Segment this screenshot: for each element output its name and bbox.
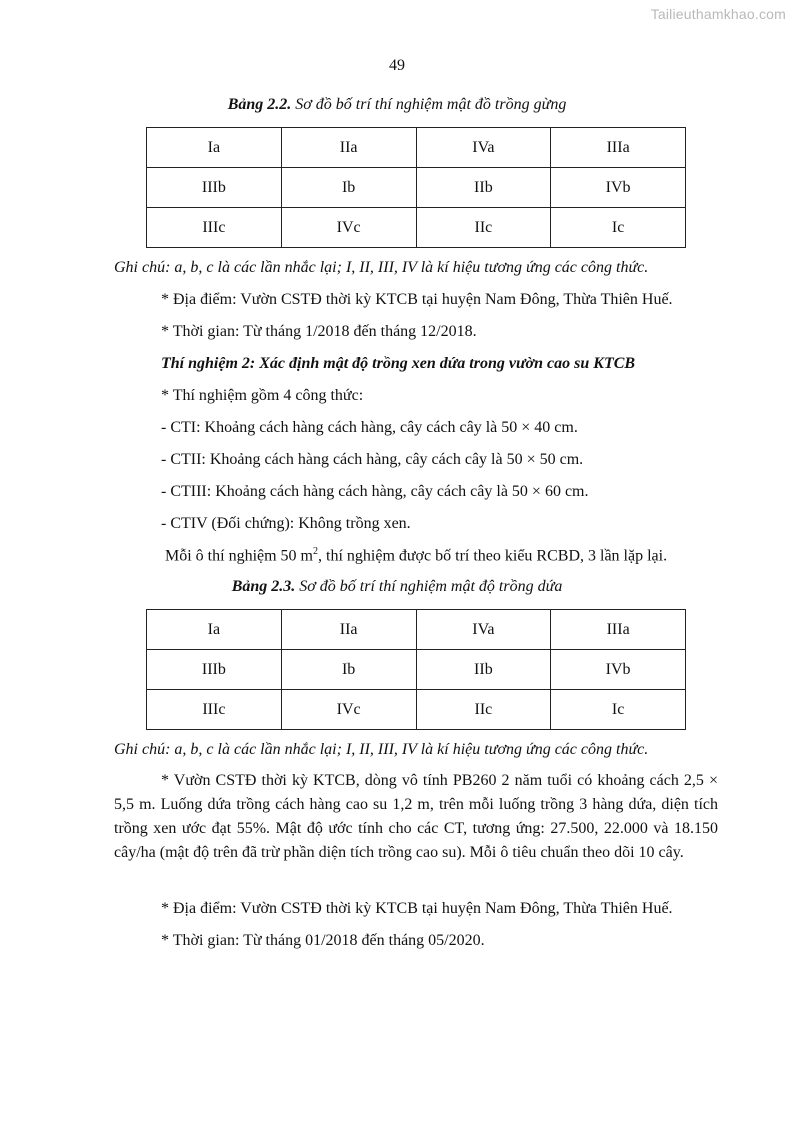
table1-caption-label: Bảng 2.2.: [227, 96, 292, 113]
plot-text-before: Mỗi ô thí nghiệm 50 m: [165, 547, 313, 565]
table-row: [147, 610, 686, 650]
experiment-2-intro: * Thí nghiệm gồm 4 công thức:: [161, 387, 364, 404]
time-1: * Thời gian: Từ tháng 1/2018 đến tháng 12/2018.: [161, 323, 477, 340]
table2-caption: [0, 578, 794, 596]
formula-item-2: - CTII: Khoảng cách hàng cách hàng, cây cách cây là 50 × 50 cm.: [161, 451, 584, 468]
table-cell: IIIc: [147, 690, 282, 730]
table1-layout: [146, 127, 686, 248]
table-cell: IIIb: [147, 650, 282, 690]
description-paragraph: * Vườn CSTĐ thời kỳ KTCB, dòng vô tính PB260 2 năm tuổi có khoảng cách 2,5 × 5,5 m. Luống dứa trồng cách hàng cao su 1,2 m, trên mỗi luống trồng 3 hàng dứa, diện tích trồng xen ước đạt 55%. Mật độ ước tính cho các CT, tương ứng: 27.500, 22.000 và 18.150 cây/ha (mật độ trên đã trừ phần diện tích trồng cao su). Mỗi ô tiêu chuẩn theo dõi 10 cây.: [114, 772, 718, 861]
table-cell: Ic: [551, 690, 686, 730]
table2-layout: [146, 609, 686, 730]
table-cell: IIIa: [551, 128, 686, 168]
table-row: [147, 690, 686, 730]
experiment-2-heading: Thí nghiệm 2: Xác định mật độ trồng xen dứa trong vườn cao su KTCB: [161, 355, 636, 372]
table-cell: IIb: [416, 650, 551, 690]
note-2: Ghi chú: a, b, c là các lần nhắc lại; I, II, III, IV là kí hiệu tương ứng các công thức.: [114, 741, 649, 758]
table-cell: IVc: [281, 208, 416, 248]
table-cell: IIIb: [147, 168, 282, 208]
table-cell: IVb: [551, 650, 686, 690]
note-1: Ghi chú: a, b, c là các lần nhắc lại; I, II, III, IV là kí hiệu tương ứng các công thức.: [114, 259, 649, 276]
table-cell: IIIa: [551, 610, 686, 650]
table1-caption: [0, 96, 794, 114]
table2-caption-text: Sơ đồ bố trí thí nghiệm mật độ trồng dứa: [295, 578, 563, 595]
watermark: Tailieuthamkhao.com: [650, 6, 786, 22]
table-row: [147, 650, 686, 690]
plot-text-after: , thí nghiệm được bố trí theo kiểu RCBD, 3 lần lặp lại.: [318, 547, 668, 565]
location-1: * Địa điểm: Vườn CSTĐ thời kỳ KTCB tại huyện Nam Đông, Thừa Thiên Huế.: [161, 291, 673, 308]
table-cell: IIc: [416, 208, 551, 248]
table-cell: IIb: [416, 168, 551, 208]
table-cell: IVa: [416, 128, 551, 168]
formula-item-1: - CTI: Khoảng cách hàng cách hàng, cây cách cây là 50 × 40 cm.: [161, 419, 578, 436]
table-cell: IIc: [416, 690, 551, 730]
location-2: * Địa điểm: Vườn CSTĐ thời kỳ KTCB tại huyện Nam Đông, Thừa Thiên Huế.: [161, 900, 673, 917]
table-cell: IVc: [281, 690, 416, 730]
formula-item-4: - CTIV (Đối chứng): Không trồng xen.: [161, 515, 411, 532]
table-cell: Ic: [551, 208, 686, 248]
table-cell: IVa: [416, 610, 551, 650]
formula-item-3: - CTIII: Khoảng cách hàng cách hàng, cây cách cây là 50 × 60 cm.: [161, 483, 589, 500]
plot-superscript: 2: [313, 546, 318, 557]
table-cell: Ib: [281, 168, 416, 208]
table1-caption-text: Sơ đồ bố trí thí nghiệm mật đồ trồng gừng: [291, 96, 567, 113]
table2-caption-label: Bảng 2.3.: [231, 578, 296, 595]
page-number: 49: [389, 57, 405, 74]
table-cell: IIa: [281, 128, 416, 168]
table-cell: Ia: [147, 128, 282, 168]
table-row: [147, 168, 686, 208]
table-row: [147, 208, 686, 248]
table-row: [147, 128, 686, 168]
table-cell: Ib: [281, 650, 416, 690]
time-2: * Thời gian: Từ tháng 01/2018 đến tháng 05/2020.: [161, 932, 485, 949]
table-cell: IIIc: [147, 208, 282, 248]
table-cell: Ia: [147, 610, 282, 650]
table-cell: IVb: [551, 168, 686, 208]
table-cell: IIa: [281, 610, 416, 650]
plot-description: [165, 546, 667, 565]
